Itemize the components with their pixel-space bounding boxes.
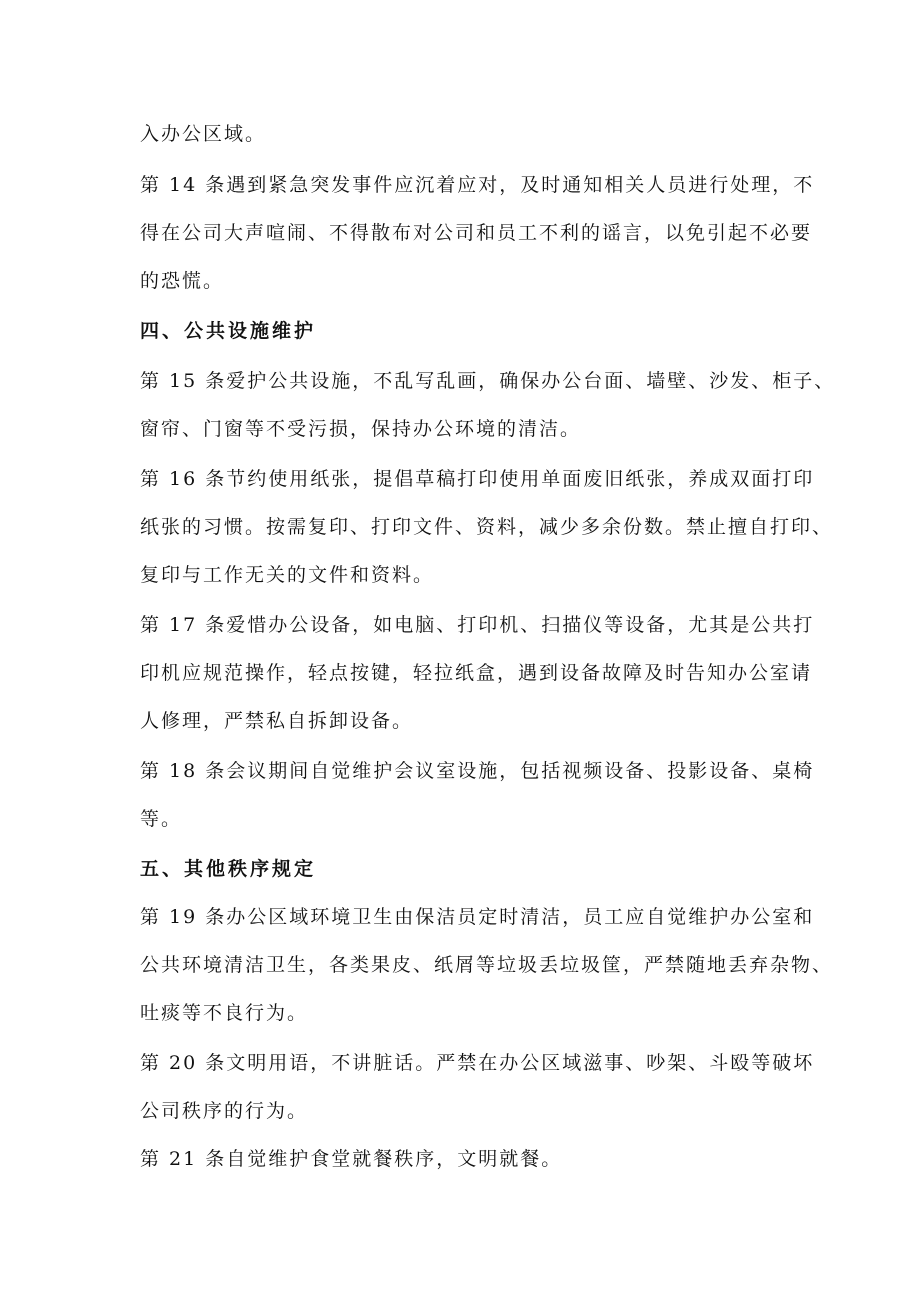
text-line: 得在公司大声喧闹、不得散布对公司和员工不利的谣言，以免引起不必要 bbox=[140, 222, 813, 244]
text-line: 纸张的习惯。按需复印、打印文件、资料，减少多余份数。禁止擅自打印、 bbox=[140, 516, 834, 538]
text-line: 吐痰等不良行为。 bbox=[140, 1002, 309, 1024]
section-heading-other-rules: 五、其他秩序规定 bbox=[140, 858, 317, 880]
article-20-line-1: 第 20 条文明用语，不讲脏话。严禁在办公区域滋事、吵架、斗殴等破坏 bbox=[140, 1052, 815, 1074]
text-line: 复印与工作无关的文件和资料。 bbox=[140, 564, 435, 586]
article-21-line-1: 第 21 条自觉维护食堂就餐秩序，文明就餐。 bbox=[140, 1148, 563, 1170]
article-17-line-1: 第 17 条爱惜办公设备，如电脑、打印机、扫描仪等设备，尤其是公共打 bbox=[140, 614, 815, 636]
text-line: 等。 bbox=[140, 808, 183, 830]
text-line: 的恐慌。 bbox=[140, 270, 225, 292]
text-line: 公共环境清洁卫生，各类果皮、纸屑等垃圾丢垃圾筐，严禁随地丢弃杂物、 bbox=[140, 954, 834, 976]
text-line: 窗帘、门窗等不受污损，保持办公环境的清洁。 bbox=[140, 418, 582, 440]
article-19-line-1: 第 19 条办公区域环境卫生由保洁员定时清洁，员工应自觉维护办公室和 bbox=[140, 906, 815, 928]
article-14-line-1: 第 14 条遇到紧急突发事件应沉着应对，及时通知相关人员进行处理，不 bbox=[140, 174, 815, 196]
text-line: 人修理，严禁私自拆卸设备。 bbox=[140, 710, 414, 732]
article-18-line-1: 第 18 条会议期间自觉维护会议室设施，包括视频设备、投影设备、桌椅 bbox=[140, 760, 815, 782]
text-line: 印机应规范操作，轻点按键，轻拉纸盒，遇到设备故障及时告知办公室请 bbox=[140, 662, 813, 684]
article-15-line-1: 第 15 条爱护公共设施，不乱写乱画，确保办公台面、墙壁、沙发、柜子、 bbox=[140, 370, 836, 392]
text-line: 入办公区域。 bbox=[140, 123, 267, 145]
section-heading-public-facilities: 四、公共设施维护 bbox=[140, 320, 317, 342]
article-16-line-1: 第 16 条节约使用纸张，提倡草稿打印使用单面废旧纸张，养成双面打印 bbox=[140, 468, 815, 490]
text-line: 公司秩序的行为。 bbox=[140, 1100, 309, 1122]
